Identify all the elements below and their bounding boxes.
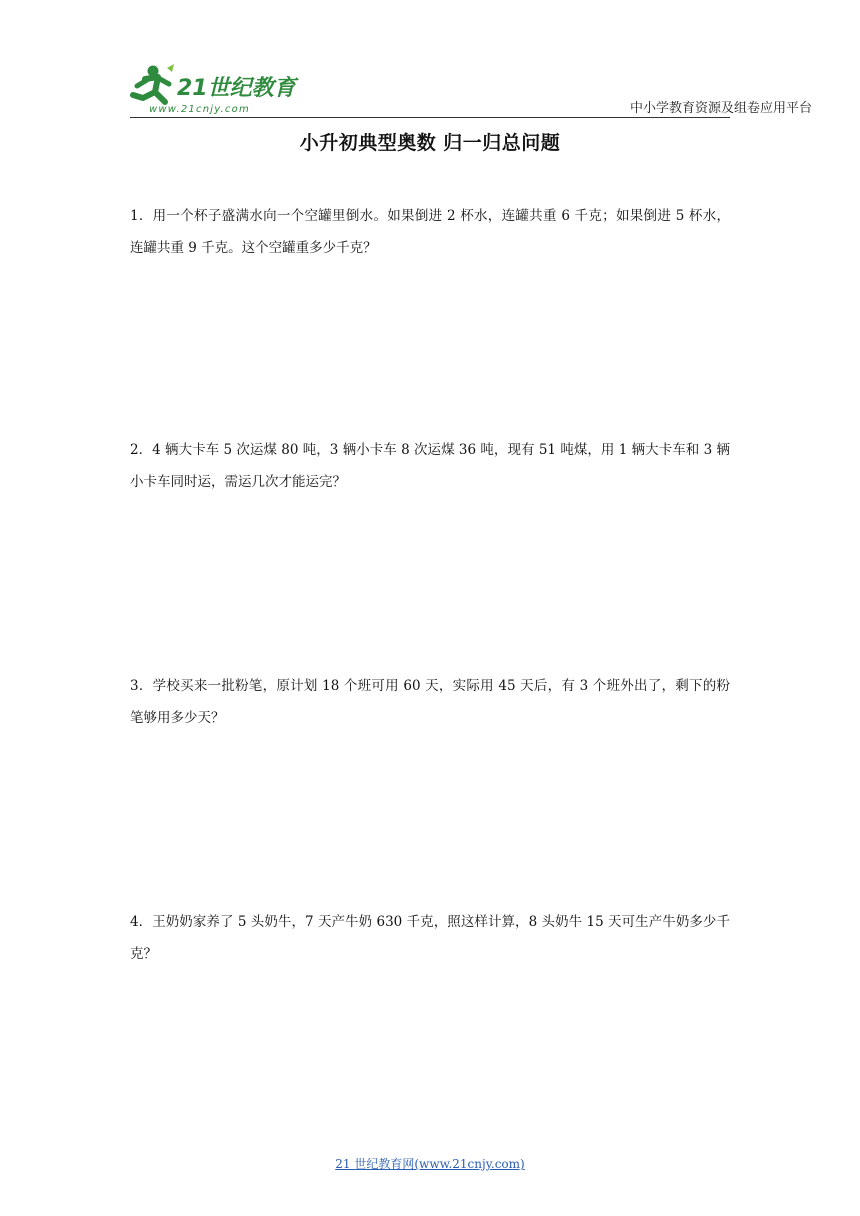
platform-name: 中小学教育资源及组卷应用平台	[630, 101, 813, 116]
header-divider	[130, 117, 730, 118]
logo-url: www.21cnjy.com	[149, 104, 250, 115]
running-figure-icon	[133, 64, 174, 102]
logo	[125, 62, 310, 118]
page-header	[0, 0, 860, 130]
question-2: 2．4 辆大卡车 5 次运煤 80 吨，3 辆小卡车 8 次运煤 36 吨，现有 51 吨煤，用 1 辆大卡车和 3 辆小卡车同时运，需运几次才能运完？	[130, 442, 730, 490]
question-3: 3．学校买来一批粉笔，原计划 18 个班可用 60 天，实际用 45 天后，有 3 个班外出了，剩下的粉笔够用多少天？	[130, 678, 730, 726]
question-4: 4．王奶奶家养了 5 头奶牛，7 天产牛奶 630 千克，照这样计算，8 头奶牛 15 天可生产牛奶多少千克？	[130, 914, 730, 962]
footer-link[interactable]: 21 世纪教育网(www.21cnjy.com)	[335, 1157, 525, 1171]
logo-brand: 21世纪教育	[177, 76, 296, 101]
page-title: 小升初典型奥数 归一归总问题	[299, 132, 561, 154]
question-1: 1．用一个杯子盛满水向一个空罐里倒水。如果倒进 2 杯水，连罐共重 6 千克；如果倒进 5 杯水，连罐共重 9 千克。这个空罐重多少千克？	[130, 208, 730, 256]
